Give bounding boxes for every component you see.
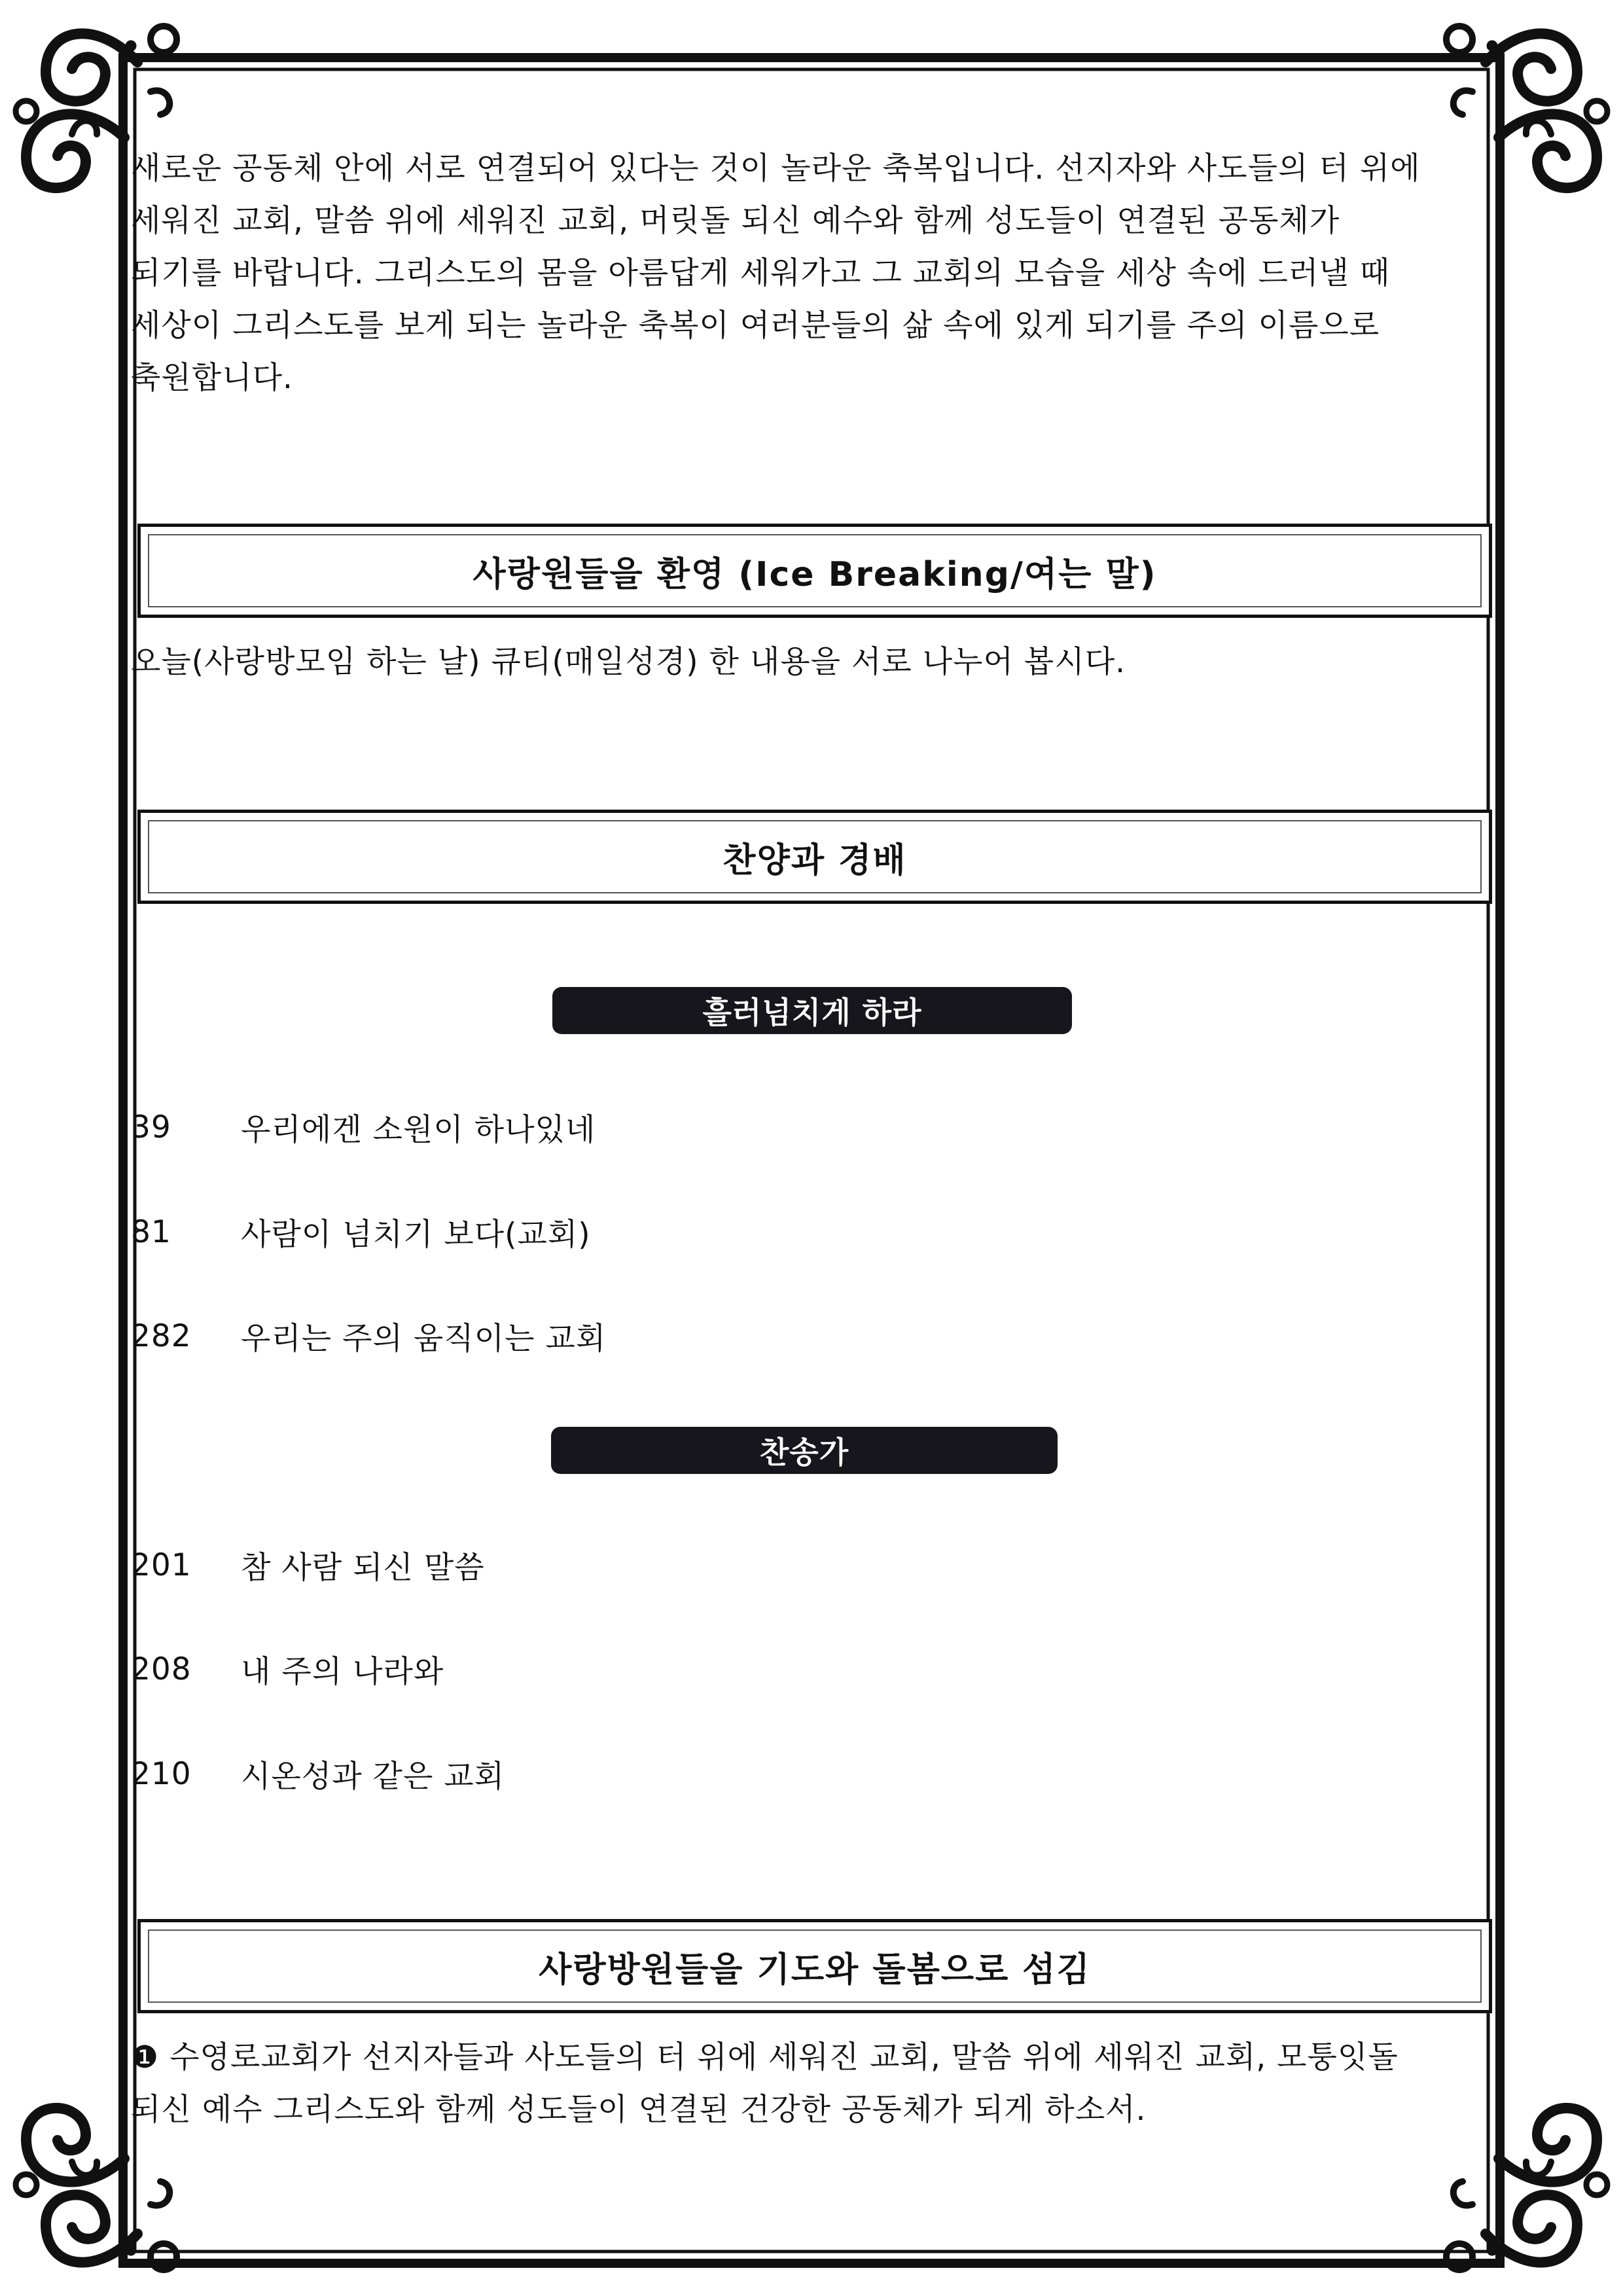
- welcome-text: [131, 636, 1479, 689]
- intro-line: 되기를 바랍니다. 그리스도의 몸을 아름답게 세워가고 그 교회의 모습을 세상 속에 드러낼 때: [131, 255, 1391, 291]
- song-number: 282: [131, 1318, 192, 1354]
- praise-label: 흘러넘치게 하라: [702, 995, 922, 1030]
- intro-line: 새로운 공동체 안에 서로 연결되어 있다는 것이 놀라운 축복입니다. 선지자와 사도들의 터 위에: [131, 151, 1421, 187]
- song-number: 210: [131, 1755, 192, 1792]
- hymn-song-item: [131, 1539, 485, 1591]
- welcome-line: 오늘(사랑방모임 하는 날) 큐티(매일성경) 한 내용을 서로 나누어 봅시다.: [131, 644, 1126, 680]
- praise-song-item: [131, 1206, 591, 1258]
- praise-song-item: [131, 1310, 606, 1362]
- prayer-section-header: [137, 1919, 1492, 2013]
- intro-line: 세상이 그리스도를 보게 되는 놀라운 축복이 여러분들의 삶 속에 있게 되기를 주의 이름으로: [131, 308, 1380, 344]
- song-title: 사람이 넘치기 보다(교회): [241, 1216, 591, 1253]
- song-title: 내 주의 나라와: [241, 1653, 444, 1690]
- prayer-line: ❶ 수영로교회가 선지자들과 사도들의 터 위에 세워진 교회, 말씀 위에 세워진 교회, 모퉁잇돌: [131, 2039, 1399, 2075]
- hymn-song-item: [131, 1748, 505, 1800]
- intro-line: 축원합니다.: [131, 360, 293, 396]
- song-number: 81: [131, 1213, 171, 1250]
- praise-label-badge: [552, 987, 1072, 1034]
- prayer-section-title: 사랑방원들을 기도와 돌봄으로 섬김: [148, 1929, 1482, 2003]
- song-number: 39: [131, 1109, 171, 1145]
- intro-line: 세워진 교회, 말씀 위에 세워진 교회, 머릿돌 되신 예수와 함께 성도들이 연결된 공동체가: [131, 203, 1340, 239]
- hymn-label: 찬송가: [759, 1435, 849, 1470]
- prayer-line: 되신 예수 그리스도와 함께 성도들이 연결된 건강한 공동체가 되게 하소서.: [131, 2092, 1147, 2128]
- song-title: 우리는 주의 움직이는 교회: [241, 1320, 607, 1357]
- hymn-song-item: [131, 1643, 444, 1695]
- song-number: 201: [131, 1547, 192, 1583]
- song-title: 우리에겐 소원이 하나있네: [241, 1111, 596, 1148]
- intro-paragraph: [131, 143, 1479, 404]
- welcome-section-header: [137, 524, 1492, 618]
- song-number: 208: [131, 1651, 192, 1687]
- worship-section-title: 찬양과 경배: [148, 820, 1482, 893]
- hymn-label-badge: [551, 1427, 1058, 1474]
- prayer-paragraph: [131, 2032, 1479, 2136]
- song-title: 시온성과 같은 교회: [241, 1758, 505, 1795]
- welcome-section-title: 사랑원들을 환영 (Ice Breaking/여는 말): [148, 534, 1482, 607]
- praise-song-item: [131, 1101, 596, 1153]
- song-title: 참 사람 되신 말씀: [241, 1549, 485, 1586]
- worship-section-header: [137, 810, 1492, 904]
